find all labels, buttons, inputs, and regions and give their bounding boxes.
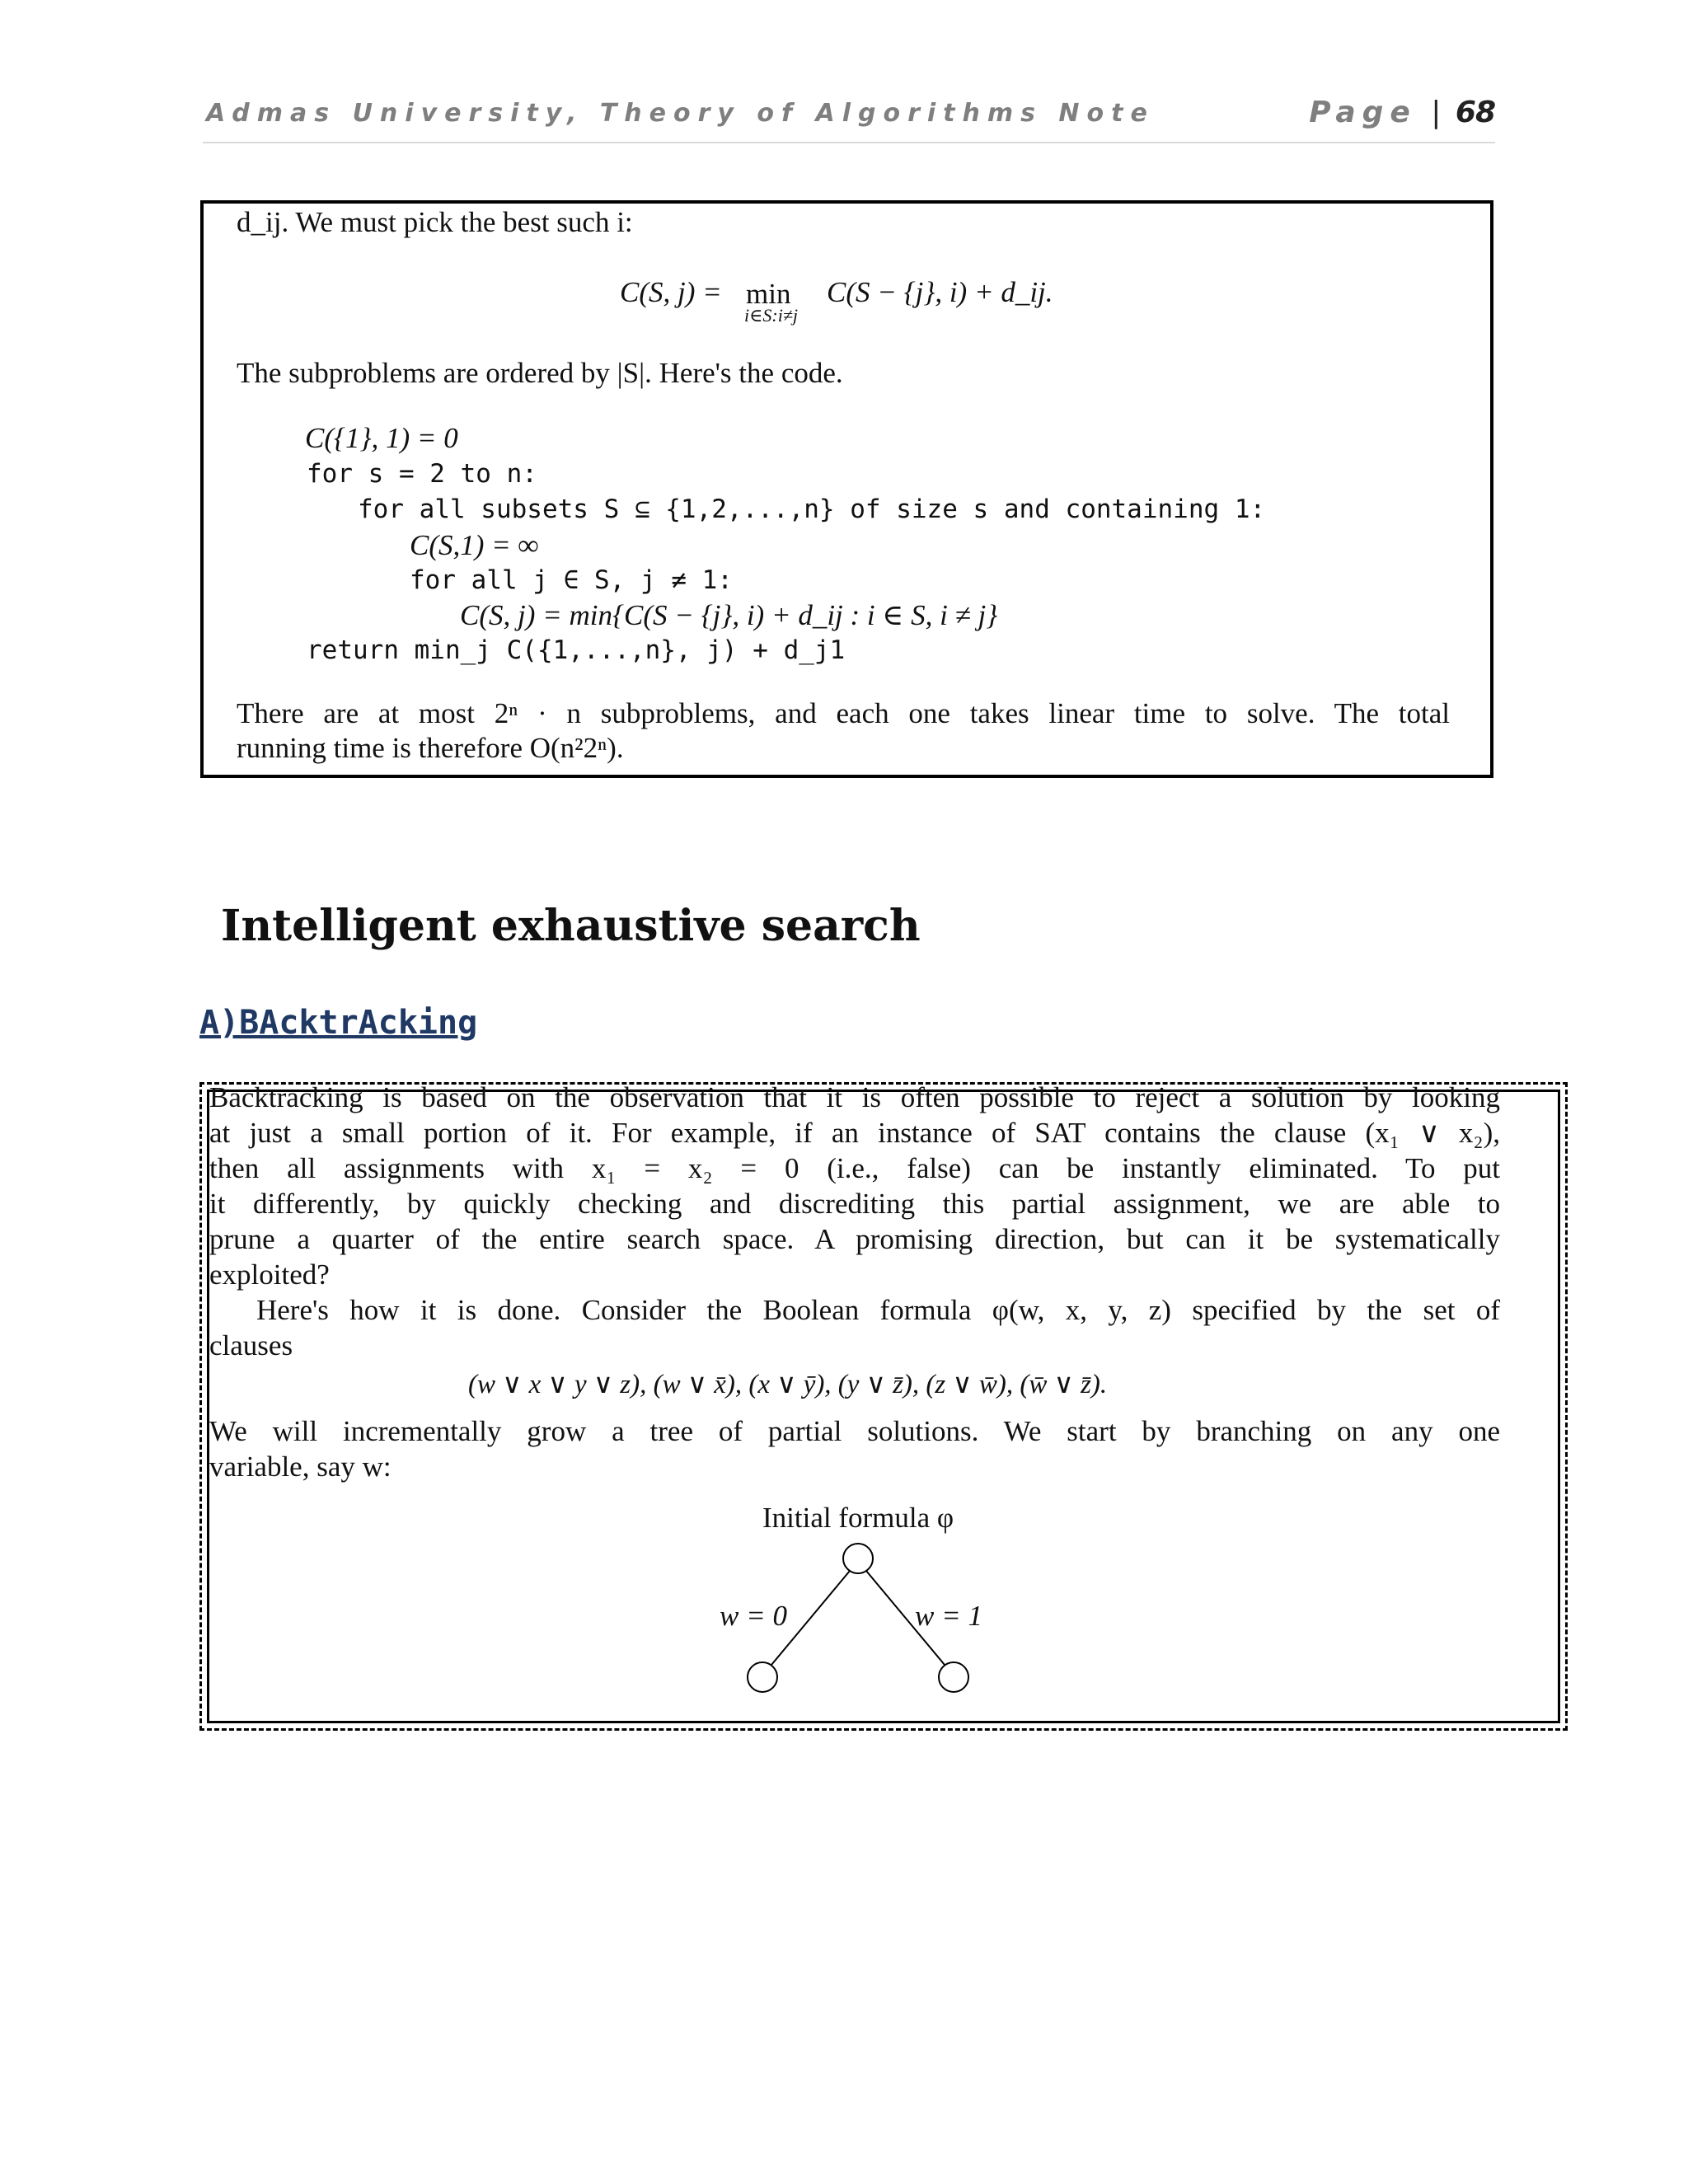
page-separator: | (1431, 96, 1442, 129)
tree-right-edge (866, 1571, 945, 1665)
code-line-4: C(S,1) = ∞ (410, 529, 539, 561)
tree-root-node (843, 1544, 873, 1573)
backtracking-line-8: clauses (209, 1329, 293, 1361)
conclusion-line-1: There are at most 2ⁿ · n subproblems, and each one takes linear time to solve. The total (237, 697, 1450, 729)
backtracking-line-1: Backtracking is based on the observation that it is often possible to reject a solution by looking (209, 1081, 1500, 1113)
backtracking-line-5: prune a quarter of the entire search space. A promising direction, but can it be systematically (209, 1223, 1500, 1255)
tree-left-child-node (748, 1662, 777, 1692)
tree-root-label: Initial formula φ (762, 1502, 954, 1534)
section-heading: Intelligent exhaustive search (221, 901, 921, 951)
conclusion-line-2: running time is therefore O(n²2ⁿ). (237, 732, 624, 764)
backtracking-line-7: Here's how it is done. Consider the Boolean formula φ(w, x, y, z) specified by the set of (256, 1294, 1500, 1326)
tree-right-edge-label: w = 1 (915, 1600, 982, 1632)
tree-right-child-node (939, 1662, 968, 1692)
code-line-2: for s = 2 to n: (307, 459, 537, 489)
code-line-7: return min_j C({1,...,n}, j) + d_j1 (307, 635, 846, 665)
backtracking-line-9: We will incrementally grow a tree of partial solutions. We start by branching on any one (209, 1415, 1500, 1447)
ordering-text: The subproblems are ordered by |S|. Here's the code. (237, 357, 843, 389)
formula-min: min (746, 278, 791, 310)
tree-left-edge (771, 1571, 850, 1665)
page-label: Page (1309, 96, 1417, 129)
backtracking-line-3: then all assignments with x₁ = x₂ = 0 (i.e., false) can be instantly eliminated. To put (209, 1152, 1500, 1184)
code-line-3: for all subsets S ⊆ {1,2,...,n} of size s and containing 1: (358, 494, 1266, 524)
subheading-backtracking: A)BAcktrAcking (199, 1004, 478, 1042)
tree-left-edge-label: w = 0 (720, 1600, 787, 1632)
backtracking-line-10: variable, say w: (209, 1451, 392, 1483)
page-number: 68 (1455, 96, 1495, 129)
box1-intro-text: d_ij. We must pick the best such i: (237, 206, 633, 238)
clauses-formula: (w ∨ x ∨ y ∨ z), (w ∨ x̄), (x ∨ ȳ), (y ∨ z̄), (z ∨ w̄), (w̄ ∨ z̄). (468, 1370, 1108, 1399)
code-line-5: for all j ∈ S, j ≠ 1: (410, 565, 733, 595)
backtracking-line-6: exploited? (209, 1258, 330, 1291)
backtracking-line-4: it differently, by quickly checking and discrediting this partial assignment, we are able to (209, 1188, 1500, 1220)
formula-rhs: C(S − {j}, i) + d_ij. (827, 276, 1053, 308)
backtracking-line-2: at just a small portion of it. For example, if an instance of SAT contains the clause (x₁ ∨ x₂), (209, 1117, 1500, 1149)
code-line-6: C(S, j) = min{C(S − {j}, i) + d_ij : i ∈ S, i ≠ j} (460, 599, 998, 631)
code-line-1: C({1}, 1) = 0 (305, 422, 458, 454)
header-title: Admas University, Theory of Algorithms Note (206, 99, 1155, 128)
formula-lhs: C(S, j) = (620, 276, 722, 308)
formula-min-subscript: i∈S:i≠j (744, 305, 799, 326)
